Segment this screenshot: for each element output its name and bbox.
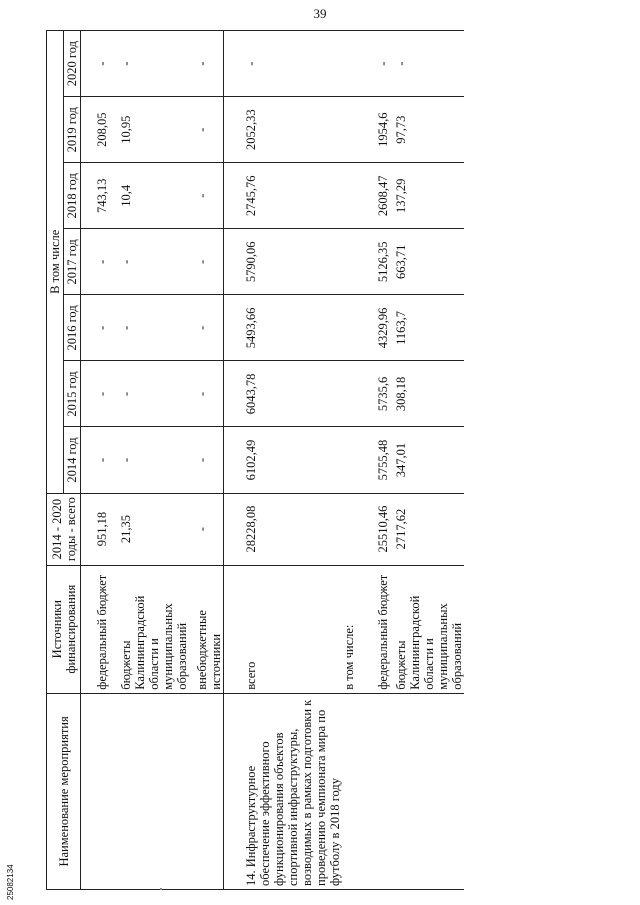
funding-source-cell: всего bbox=[224, 565, 343, 693]
year-value-cell bbox=[342, 361, 376, 427]
table-row bbox=[195, 31, 224, 890]
document-stamp-text: 25082134 bbox=[6, 864, 15, 900]
header-year: 2017 год bbox=[64, 229, 81, 295]
total-cell: 2717,62 bbox=[394, 493, 464, 565]
year-value-cell: - bbox=[119, 229, 195, 295]
header-name: Наименование мероприятия bbox=[47, 693, 81, 889]
year-value-cell: - bbox=[119, 361, 195, 427]
year-value-cell: - bbox=[394, 31, 464, 97]
header-year: 2014 год bbox=[64, 427, 81, 493]
document-stamp bbox=[6, 860, 16, 900]
total-cell: 951,18 bbox=[81, 493, 120, 565]
year-value-cell: - bbox=[119, 295, 195, 361]
year-value-cell: 743,13 bbox=[81, 163, 120, 229]
table-row bbox=[224, 31, 343, 890]
activity-name-cell bbox=[195, 693, 224, 889]
year-value-cell: - bbox=[195, 97, 224, 163]
year-value-cell: - bbox=[224, 31, 343, 97]
year-value-cell bbox=[342, 229, 376, 295]
year-value-cell bbox=[342, 163, 376, 229]
year-value-cell: 5493,66 bbox=[224, 295, 343, 361]
total-cell bbox=[342, 493, 376, 565]
year-value-cell: - bbox=[376, 31, 394, 97]
funding-source-cell: федеральный бюджет bbox=[376, 565, 394, 693]
activity-name-cell bbox=[376, 693, 394, 889]
table-row bbox=[394, 31, 464, 890]
header-year: 2020 год bbox=[64, 31, 81, 97]
header-year: 2018 год bbox=[64, 163, 81, 229]
funding-source-cell: внебюджетные источники bbox=[195, 565, 224, 693]
year-value-cell bbox=[342, 295, 376, 361]
year-value-cell bbox=[342, 427, 376, 493]
activity-name-cell bbox=[342, 693, 376, 889]
total-cell: - bbox=[195, 493, 224, 565]
year-value-cell: - bbox=[195, 427, 224, 493]
year-value-cell: - bbox=[195, 163, 224, 229]
funding-source-cell: федеральный бюджет bbox=[81, 565, 120, 693]
year-value-cell: - bbox=[81, 229, 120, 295]
year-value-cell: 137,29 bbox=[394, 163, 464, 229]
year-value-cell: - bbox=[119, 31, 195, 97]
activity-name-cell: 14. Инфраструктурное обеспечение эффективного функционирования объектов спортивной инфраструктуры, возводимых в рамках подготовки к проведению чемпионата мира по футболу в 2018 году bbox=[224, 693, 343, 889]
year-value-cell: - bbox=[119, 427, 195, 493]
year-value-cell: 10,4 bbox=[119, 163, 195, 229]
header-year: 2015 год bbox=[64, 361, 81, 427]
header-total: 2014 - 2020 годы - всего bbox=[47, 493, 81, 565]
year-value-cell: 2745,76 bbox=[224, 163, 343, 229]
table-row bbox=[342, 31, 376, 890]
total-cell: 28228,08 bbox=[224, 493, 343, 565]
table-row bbox=[376, 31, 394, 890]
year-value-cell: - bbox=[195, 31, 224, 97]
year-value-cell: 5755,48 bbox=[376, 427, 394, 493]
header-source: Источники финансирования bbox=[47, 565, 81, 693]
header-year: 2019 год bbox=[64, 97, 81, 163]
scan-dot bbox=[160, 888, 162, 890]
year-value-cell: - bbox=[81, 427, 120, 493]
year-value-cell: 2052,33 bbox=[224, 97, 343, 163]
year-value-cell: 347,01 bbox=[394, 427, 464, 493]
year-value-cell: 1163,7 bbox=[394, 295, 464, 361]
table-row bbox=[81, 31, 120, 890]
activity-name-cell bbox=[81, 693, 120, 889]
year-value-cell: 6102,49 bbox=[224, 427, 343, 493]
year-value-cell: - bbox=[195, 361, 224, 427]
year-value-cell: 1954,6 bbox=[376, 97, 394, 163]
year-value-cell: - bbox=[195, 229, 224, 295]
year-value-cell: 4329,96 bbox=[376, 295, 394, 361]
year-value-cell: - bbox=[81, 361, 120, 427]
funding-source-cell: бюджеты Калининградской области и муниципальных образований bbox=[119, 565, 195, 693]
year-value-cell: 5126,35 bbox=[376, 229, 394, 295]
table-row bbox=[119, 31, 195, 890]
activity-name-cell bbox=[119, 693, 195, 889]
year-value-cell: 308,18 bbox=[394, 361, 464, 427]
total-cell: 25510,46 bbox=[376, 493, 394, 565]
year-value-cell: 5790,06 bbox=[224, 229, 343, 295]
year-value-cell: 208,05 bbox=[81, 97, 120, 163]
header-year: 2016 год bbox=[64, 295, 81, 361]
funding-source-cell: бюджеты Калининградской области и муниципальных образований bbox=[394, 565, 464, 693]
financing-table bbox=[46, 30, 464, 890]
year-value-cell: 6043,78 bbox=[224, 361, 343, 427]
activity-name-cell bbox=[394, 693, 464, 889]
header-including: В том числе bbox=[47, 31, 64, 494]
year-value-cell: 97,73 bbox=[394, 97, 464, 163]
year-value-cell: 10,95 bbox=[119, 97, 195, 163]
rotated-table-area bbox=[46, 30, 596, 890]
page-number: 39 bbox=[313, 6, 327, 21]
funding-source-cell: в том числе: bbox=[342, 565, 376, 693]
year-value-cell bbox=[342, 31, 376, 97]
year-value-cell: - bbox=[81, 31, 120, 97]
header-row-1 bbox=[47, 31, 64, 890]
year-value-cell: 663,71 bbox=[394, 229, 464, 295]
year-value-cell: 5735,6 bbox=[376, 361, 394, 427]
total-cell: 21,35 bbox=[119, 493, 195, 565]
year-value-cell: - bbox=[195, 295, 224, 361]
year-value-cell: 2608,47 bbox=[376, 163, 394, 229]
year-value-cell bbox=[342, 97, 376, 163]
year-value-cell: - bbox=[81, 295, 120, 361]
